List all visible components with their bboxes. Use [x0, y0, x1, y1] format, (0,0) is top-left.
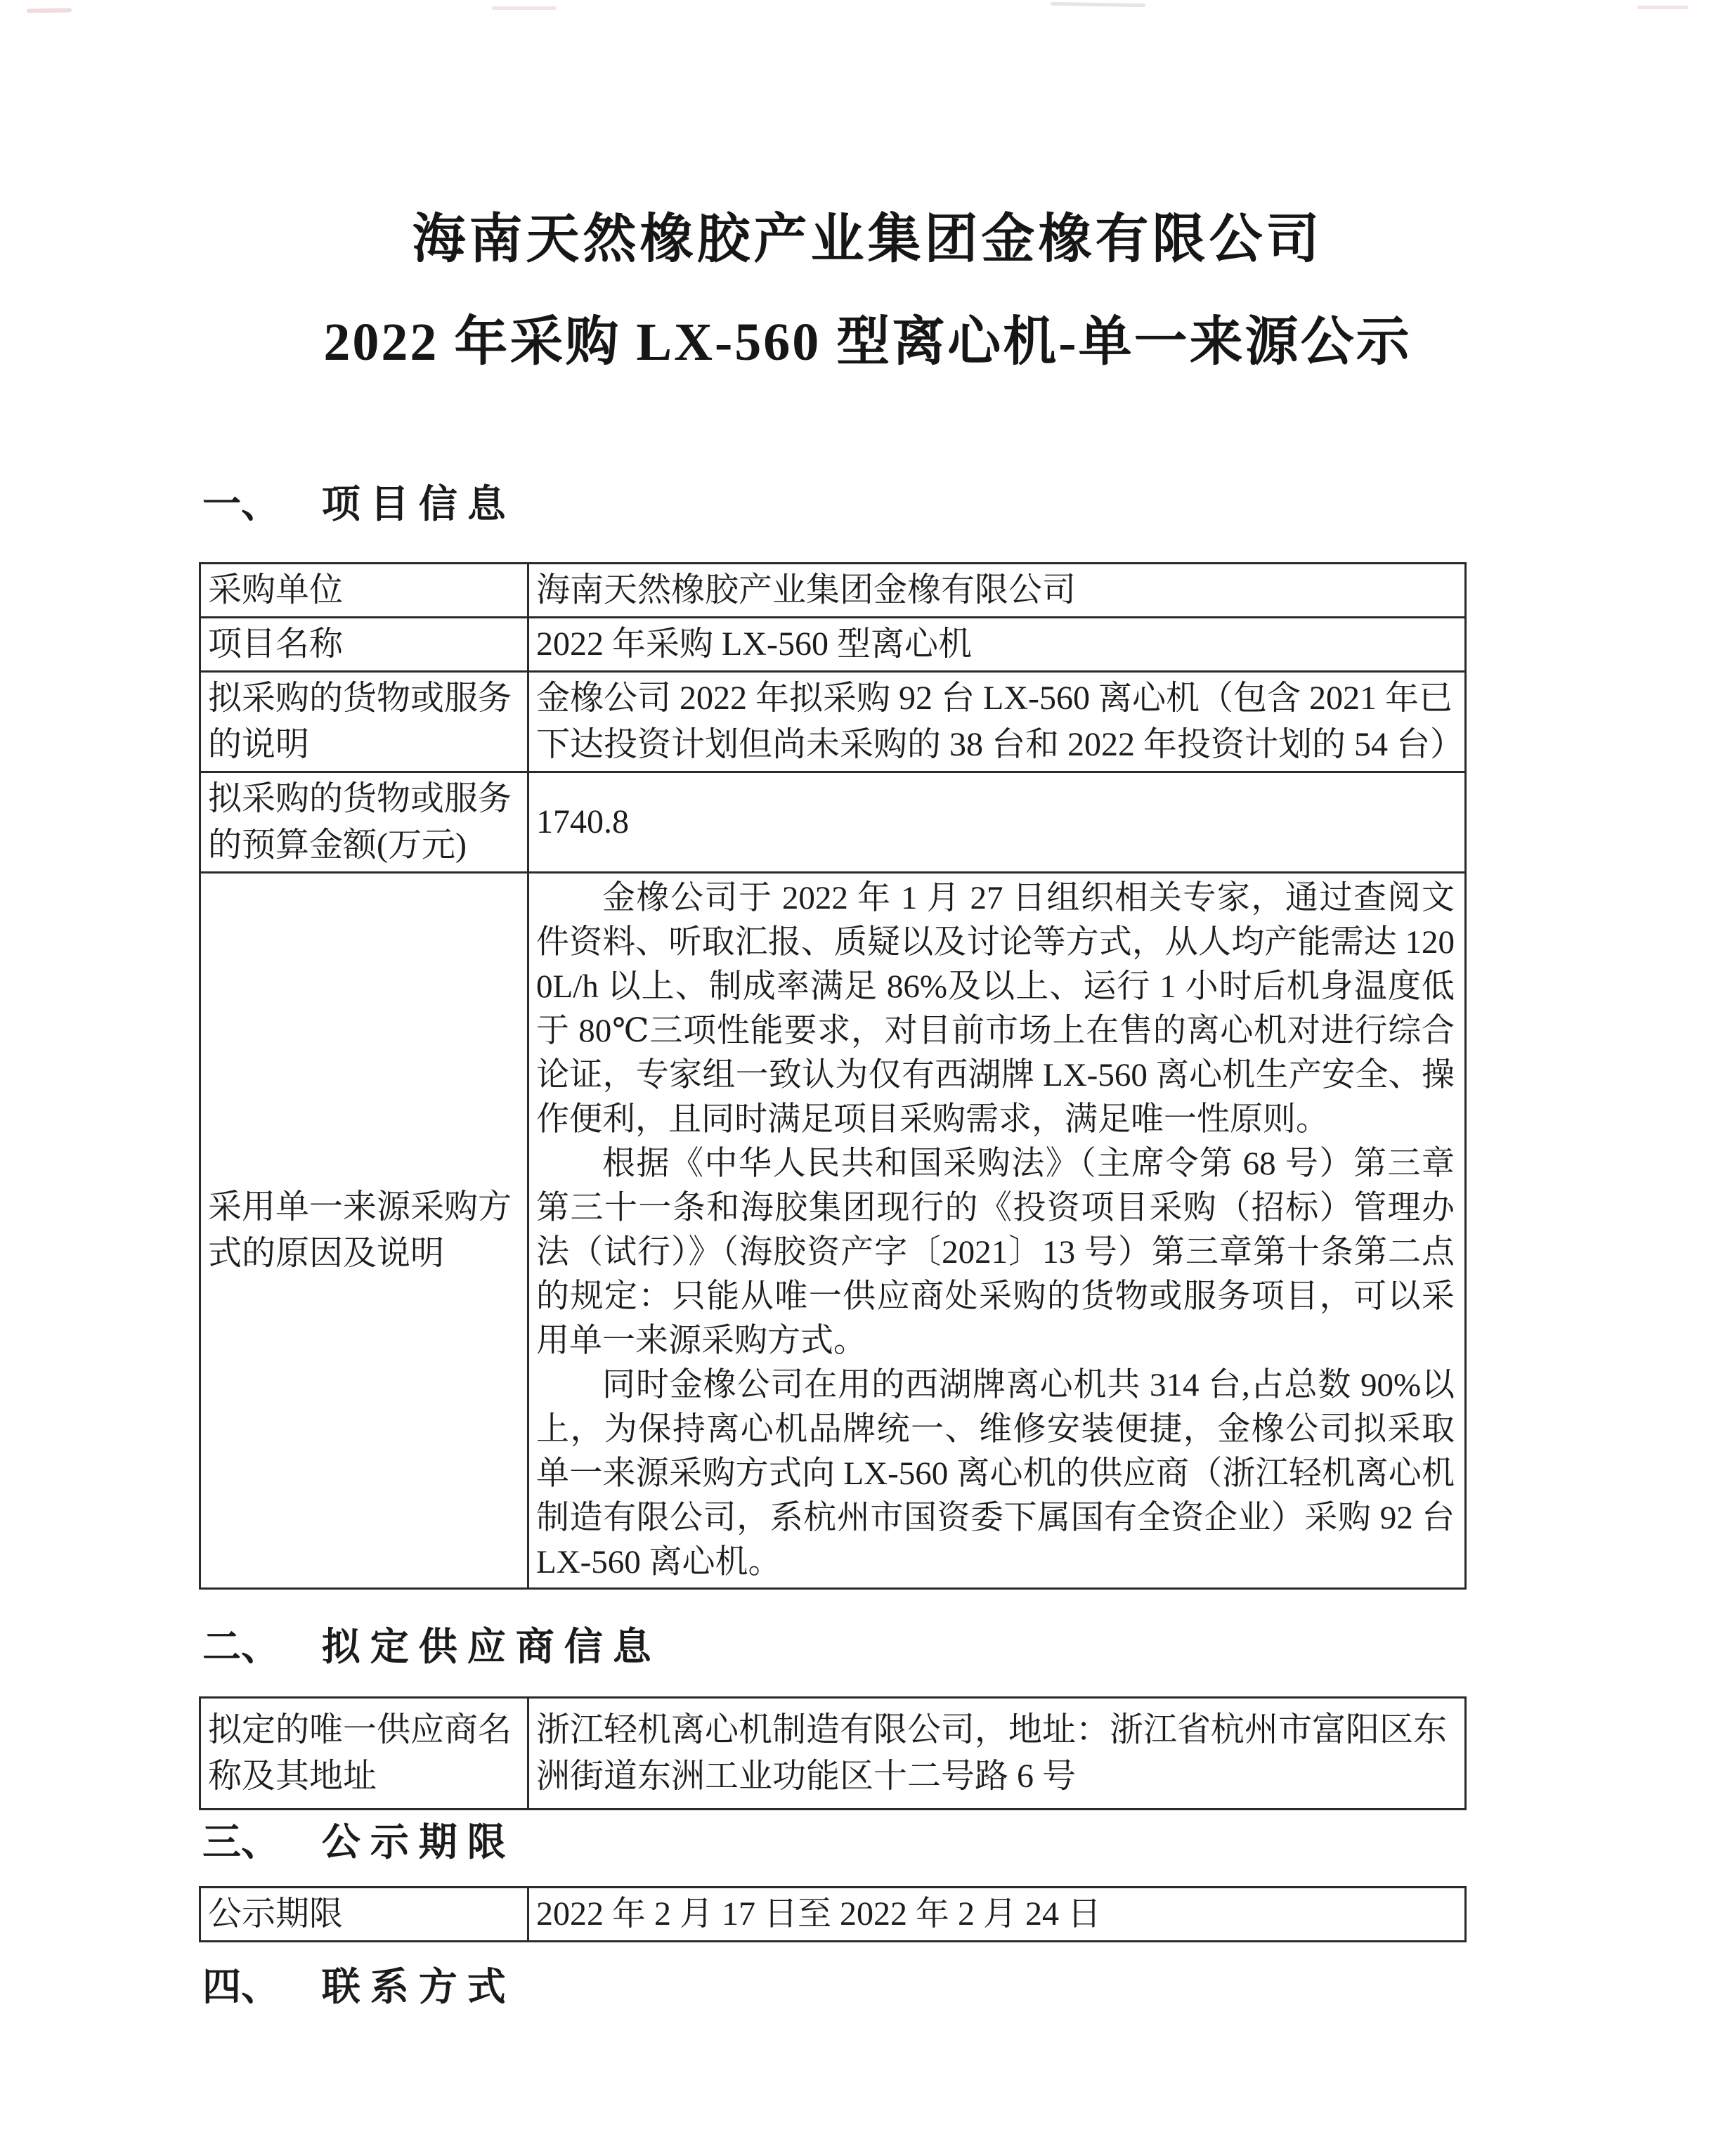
- row-label: 拟采购的货物或服务的说明: [200, 672, 528, 772]
- title-line-company: 海南天然橡胶产业集团金橡有限公司: [412, 210, 1323, 269]
- section-number: 三、: [202, 1821, 280, 1864]
- row-label: 采购单位: [200, 564, 528, 618]
- table-row-budget-amount: [200, 772, 1466, 873]
- row-label: 项目名称: [200, 618, 528, 672]
- section-heading-contact-info: [202, 1962, 1735, 2013]
- section-number: 二、: [202, 1625, 280, 1668]
- reason-paragraph: 金橡公司于 2022 年 1 月 27 日组织相关专家，通过查阅文件资料、听取汇报、质疑以及讨论等方式，从人均产能需达 1200L/h 以上、制成率满足 86%及以上、运行 1 小时后机身温度低于 80℃三项性能要求，对目前市场上在售的离心机对进行综合论证，专家组一致认为仅有西湖牌 LX-560 离心机生产安全、操作便利，且同时满足项目采购需求，满足唯一性原则。: [536, 880, 1455, 1138]
- project-info-table: [199, 562, 1467, 1590]
- row-value: 2022 年 2 月 17 日至 2022 年 2 月 24 日: [528, 1888, 1466, 1942]
- table-row-purchasing-unit: [200, 564, 1466, 618]
- section-label: 拟定供应商信息: [321, 1625, 661, 1668]
- section-heading-publicity-period: [202, 1817, 1735, 1868]
- row-label: 采用单一来源采购方式的原因及说明: [200, 873, 528, 1589]
- publicity-period-table: [199, 1886, 1467, 1942]
- section-label: 项目信息: [321, 483, 516, 526]
- row-value-reason: [528, 873, 1466, 1589]
- table-row-single-source-reason: [200, 873, 1466, 1589]
- row-label: 拟定的唯一供应商名称及其地址: [200, 1698, 528, 1810]
- section-number: 四、: [202, 1966, 280, 2008]
- table-row-project-name: [200, 618, 1466, 672]
- section-heading-project-info: [202, 479, 1735, 530]
- reason-paragraph: 根据《中华人民共和国采购法》（主席令第 68 号）第三章第三十一条和海胶集团现行的《投资项目采购（招标）管理办法（试行）》（海胶资产字〔2021〕13 号）第三章第十条第二点的规定：只能从唯一供应商处采购的货物或服务项目，可以采用单一来源采购方式。: [536, 1145, 1455, 1359]
- row-value: 浙江轻机离心机制造有限公司，地址：浙江省杭州市富阳区东洲街道东洲工业功能区十二号路 6 号: [528, 1698, 1466, 1810]
- section-label: 公示期限: [321, 1821, 516, 1864]
- row-value: 海南天然橡胶产业集团金橡有限公司: [528, 564, 1466, 618]
- row-label: 公示期限: [200, 1888, 528, 1942]
- section-number: 一、: [202, 483, 280, 526]
- section-heading-supplier-info: [202, 1622, 1735, 1673]
- section-label: 联系方式: [321, 1966, 516, 2008]
- table-row-supplier: [200, 1698, 1466, 1810]
- document-title: [0, 0, 1735, 374]
- row-value: 1740.8: [528, 772, 1466, 873]
- table-row-goods-description: [200, 672, 1466, 772]
- table-row-period: [200, 1888, 1466, 1942]
- row-value: 2022 年采购 LX-560 型离心机: [528, 618, 1466, 672]
- title-line-project: 2022 年采购 LX-560 型离心机-单一来源公示: [323, 313, 1412, 372]
- row-label: 拟采购的货物或服务的预算金额(万元): [200, 772, 528, 873]
- row-value: 金橡公司 2022 年拟采购 92 台 LX-560 离心机（包含 2021 年已下达投资计划但尚未采购的 38 台和 2022 年投资计划的 54 台）: [528, 672, 1466, 772]
- supplier-info-table: [199, 1696, 1467, 1810]
- reason-paragraph: 同时金橡公司在用的西湖牌离心机共 314 台,占总数 90%以上，为保持离心机品牌统一、维修安装便捷，金橡公司拟采取单一来源采购方式向 LX-560 离心机的供应商（浙江轻机离心机制造有限公司，系杭州市国资委下属国有全资企业）采购 92 台 LX-560 离心机。: [536, 1367, 1455, 1580]
